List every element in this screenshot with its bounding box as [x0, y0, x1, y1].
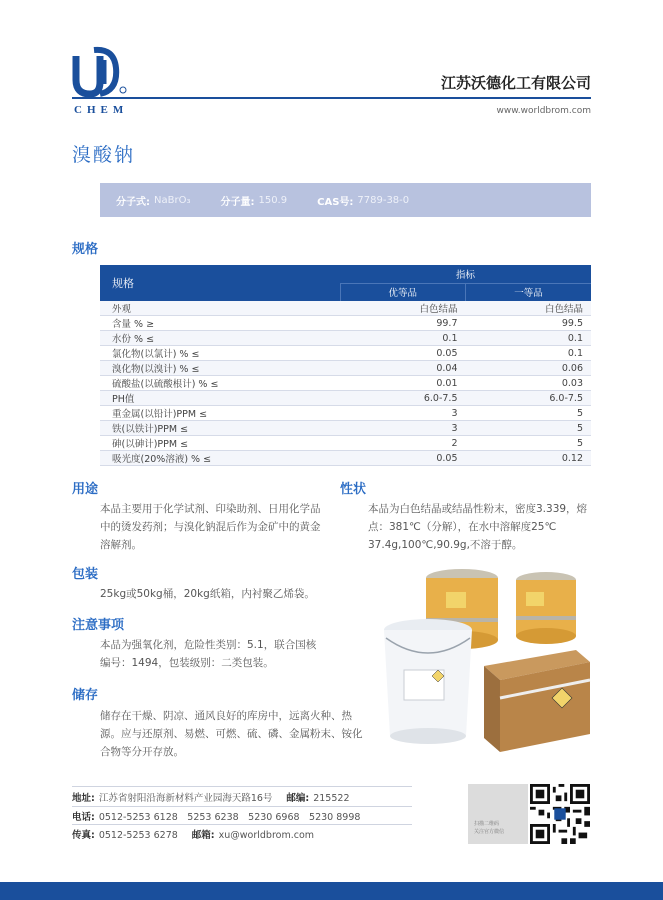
- table-row: [100, 346, 591, 361]
- formula-label: 分子式:: [116, 196, 150, 208]
- premium-value-cell: 2: [340, 436, 466, 451]
- weight-value: 150.9: [258, 194, 288, 206]
- footer-fax-line: [72, 827, 314, 841]
- spec-item-cell: 氯化物(以氯计) % ≤: [100, 346, 340, 361]
- phone-label: 电话:: [72, 812, 95, 823]
- table-row: [100, 376, 591, 391]
- qr-code-icon[interactable]: [530, 784, 590, 844]
- premium-value-cell: 3: [340, 406, 466, 421]
- spec-section-title: 规格: [72, 242, 99, 257]
- premium-value-cell: 99.7: [340, 316, 466, 331]
- address-label: 地址:: [72, 793, 95, 804]
- storage-line: 源。应与还原剂、易燃、可燃、硫、磷、金属粉末、铵化: [100, 728, 363, 740]
- first-value-cell: 0.03: [466, 376, 592, 391]
- cas-value: 7789-38-0: [357, 194, 410, 206]
- first-value-cell: 5: [466, 421, 592, 436]
- usage-section-title: 用途: [72, 482, 99, 497]
- first-value-cell: 5: [466, 436, 592, 451]
- product-photo: [376, 558, 591, 754]
- premium-value-cell: 白色结晶: [340, 301, 466, 316]
- header-divider: [72, 97, 591, 99]
- usage-text: [100, 500, 340, 554]
- properties-line: 本品为白色结晶或结晶性粉末，密度3.339，熔: [368, 503, 588, 515]
- address-value: 江苏省射阳沿海新材料产业园海天路16号: [98, 793, 273, 804]
- properties-section-title: 性状: [340, 482, 367, 497]
- formula-value: NaBrO₃: [154, 194, 191, 206]
- email-label: 邮箱:: [191, 830, 215, 841]
- table-row: [100, 331, 591, 346]
- storage-text: [100, 707, 380, 761]
- properties-text: [368, 500, 592, 554]
- table-row: [100, 391, 591, 406]
- weight-label: 分子量:: [220, 196, 255, 208]
- first-value-cell: 0.12: [466, 451, 592, 466]
- bottom-bar: [0, 882, 663, 900]
- premium-value-cell: 0.01: [340, 376, 466, 391]
- website-link[interactable]: www.worldbrom.com: [496, 106, 591, 116]
- first-value-cell: 99.5: [466, 316, 592, 331]
- table-row: [100, 406, 591, 421]
- table-row: [100, 301, 591, 316]
- spec-table: [100, 265, 591, 466]
- fax-value: 0512-5253 6278: [98, 830, 178, 841]
- storage-section-title: 储存: [72, 688, 99, 703]
- footer-divider: [72, 786, 412, 787]
- usage-line: 本品主要用于化学试剂、印染助剂、日用化学品: [100, 503, 321, 515]
- spec-item-cell: 水份 % ≤: [100, 331, 340, 346]
- notes-section-title: 注意事项: [72, 618, 125, 633]
- premium-value-cell: 0.05: [340, 451, 466, 466]
- notes-line: 编号：1494，包装级别：二类包装。: [100, 657, 274, 669]
- premium-value-cell: 3: [340, 421, 466, 436]
- spec-item-cell: 含量 % ≥: [100, 316, 340, 331]
- premium-value-cell: 0.05: [340, 346, 466, 361]
- notes-line: 本品为强氧化剂，危险性类别：5.1，联合国核: [100, 639, 317, 651]
- spec-item-cell: 砷(以砷计)PPM ≤: [100, 436, 340, 451]
- company-logo: [70, 46, 130, 102]
- spec-item-cell: 外观: [100, 301, 340, 316]
- premium-value-cell: 6.0-7.5: [340, 391, 466, 406]
- notes-text: [100, 636, 370, 672]
- properties-line: 37.4g,100℃,90.9g,不溶于醇。: [368, 539, 523, 551]
- footer-divider: [72, 824, 412, 825]
- packaging-text: 25kg或50kg桶，20kg纸箱，内衬聚乙烯袋。: [100, 588, 315, 600]
- first-value-cell: 白色结晶: [466, 301, 592, 316]
- footer-address-line: [72, 790, 349, 804]
- spec-item-cell: PH值: [100, 391, 340, 406]
- carton-box-image: [484, 650, 590, 752]
- first-value-cell: 0.1: [466, 346, 592, 361]
- spec-item-cell: 吸光度(20%溶液) % ≤: [100, 451, 340, 466]
- page-title: 溴酸钠: [72, 144, 136, 166]
- col-indicator-header: 指标: [340, 265, 591, 283]
- zip-value: 215522: [313, 793, 350, 804]
- phone-value: 0512-5253 6128 5253 6238 5230 6968 5230 8998: [98, 812, 361, 823]
- first-value-cell: 6.0-7.5: [466, 391, 592, 406]
- col-premium-header: 优等品: [340, 283, 466, 301]
- table-row: [100, 436, 591, 451]
- spec-item-cell: 重金属(以铅计)PPM ≤: [100, 406, 340, 421]
- col-spec-header: 规格: [100, 265, 340, 301]
- logo-text: CHEM: [74, 104, 129, 116]
- table-row: [100, 361, 591, 376]
- qr-caption: 关注官方微信: [474, 829, 505, 835]
- zip-label: 邮编:: [286, 793, 310, 804]
- spec-item-cell: 铁(以铁计)PPM ≤: [100, 421, 340, 436]
- fiber-drum-image: [516, 572, 576, 644]
- first-value-cell: 5: [466, 406, 592, 421]
- formula-bar: [100, 183, 591, 217]
- first-value-cell: 0.06: [466, 361, 592, 376]
- company-name: 江苏沃德化工有限公司: [440, 74, 591, 92]
- properties-line: 点：381℃（分解），在水中溶解度25℃: [368, 521, 557, 533]
- col-first-header: 一等品: [466, 283, 592, 301]
- first-value-cell: 0.1: [466, 331, 592, 346]
- table-row: [100, 451, 591, 466]
- spec-item-cell: 硫酸盐(以硫酸根计) % ≤: [100, 376, 340, 391]
- cas-label: CAS号:: [317, 196, 354, 208]
- fax-label: 传真:: [72, 830, 95, 841]
- plastic-pail-image: [384, 619, 472, 744]
- footer-phone-line: [72, 809, 360, 823]
- table-row: [100, 421, 591, 436]
- qr-caption: 扫描二维码: [474, 821, 500, 827]
- spec-item-cell: 溴化物(以溴计) % ≤: [100, 361, 340, 376]
- premium-value-cell: 0.1: [340, 331, 466, 346]
- usage-line: 溶解剂。: [100, 539, 142, 551]
- footer-divider: [72, 806, 412, 807]
- storage-line: 储存在干燥、阴凉、通风良好的库房中，远离火种、热: [100, 710, 352, 722]
- packaging-section-title: 包装: [72, 567, 99, 582]
- storage-line: 合物等分开存放。: [100, 746, 184, 758]
- email-link[interactable]: xu@worldbrom.com: [218, 830, 315, 841]
- table-row: [100, 316, 591, 331]
- usage-line: 中的烫发药剂；与溴化钠混后作为金矿中的黄金: [100, 521, 321, 533]
- wechat-card: [468, 784, 528, 844]
- premium-value-cell: 0.04: [340, 361, 466, 376]
